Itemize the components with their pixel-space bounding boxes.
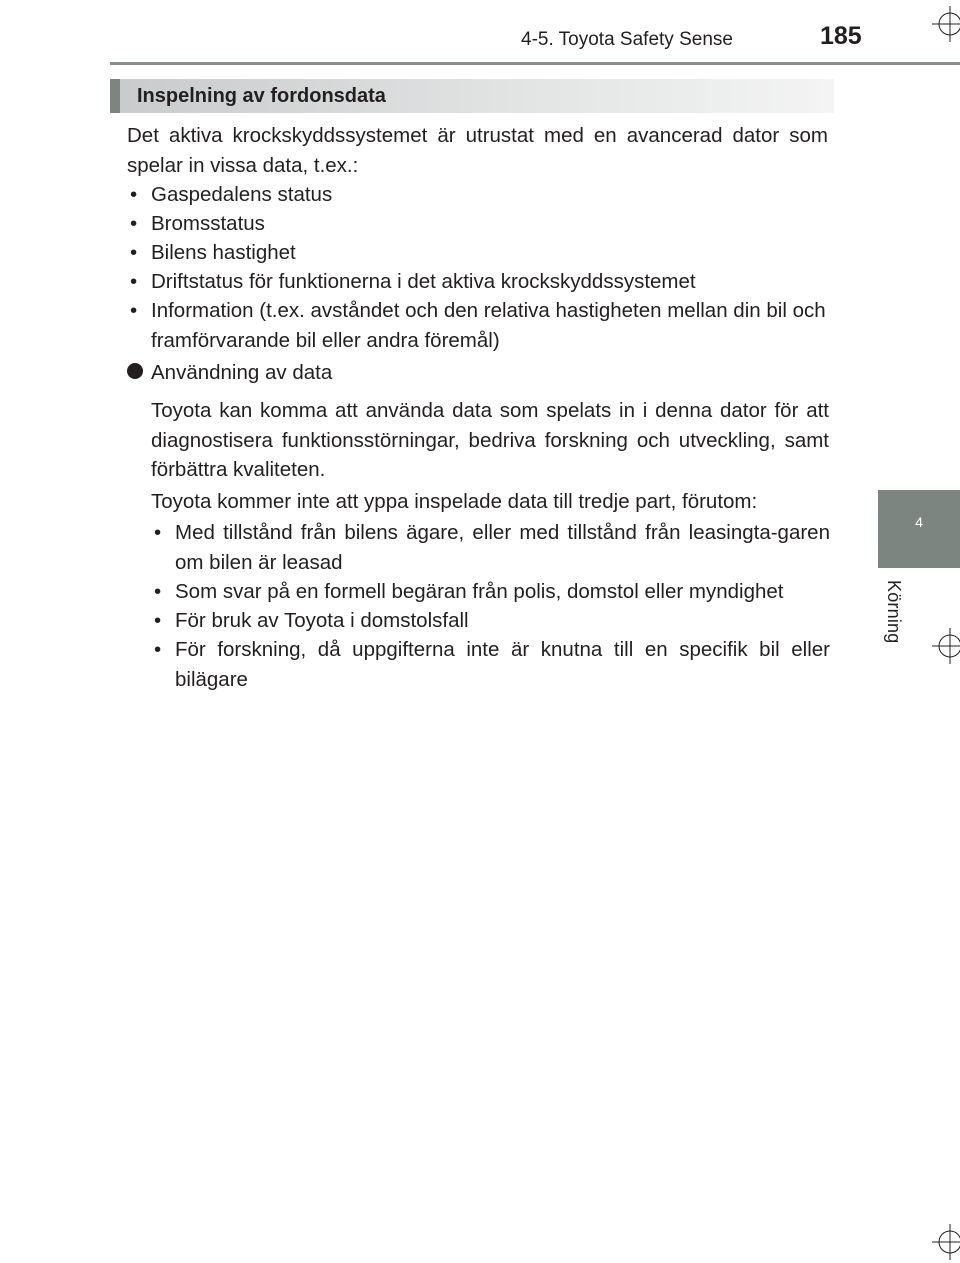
bullet-icon: • [130,270,138,293]
registration-mark-icon [920,1222,960,1263]
registration-mark-icon [920,0,960,44]
bullet-icon: • [154,609,162,632]
disclosure-paragraph: Toyota kommer inte att yppa inspelade data till tredje part, förutom: [151,490,758,513]
header-rule [110,62,960,65]
bullet-icon: • [154,638,162,661]
bullet-icon: • [130,299,138,322]
usage-subheading: Användning av data [151,361,333,384]
bullet-icon: • [154,580,162,603]
running-header: 4-5. Toyota Safety Sense [521,29,733,50]
chapter-tab-number: 4 [915,514,923,530]
section-heading-text: Inspelning av fordonsdata [137,85,386,107]
bullet-icon: • [130,183,138,206]
chapter-tab-label: Körning [884,580,904,644]
chapter-tab [878,490,960,568]
bullet-icon: • [130,212,138,235]
bullet-icon: • [154,521,162,544]
filled-circle-bullet-icon [127,363,143,379]
bullet-icon: • [130,241,138,264]
section-heading [110,79,834,113]
usage-paragraph: Toyota kan komma att använda data som spelats in i denna dator för att diagnostisera funktionsstörningar, bedriva forskning och utveckling, samt förbättra kvaliteten. [151,399,829,481]
intro-paragraph: Det aktiva krockskyddssystemet är utrustat med en avancerad dator som spelar in vissa data, t.ex.: [127,124,828,177]
page-number: 185 [820,22,862,50]
registration-mark-icon [920,624,960,668]
